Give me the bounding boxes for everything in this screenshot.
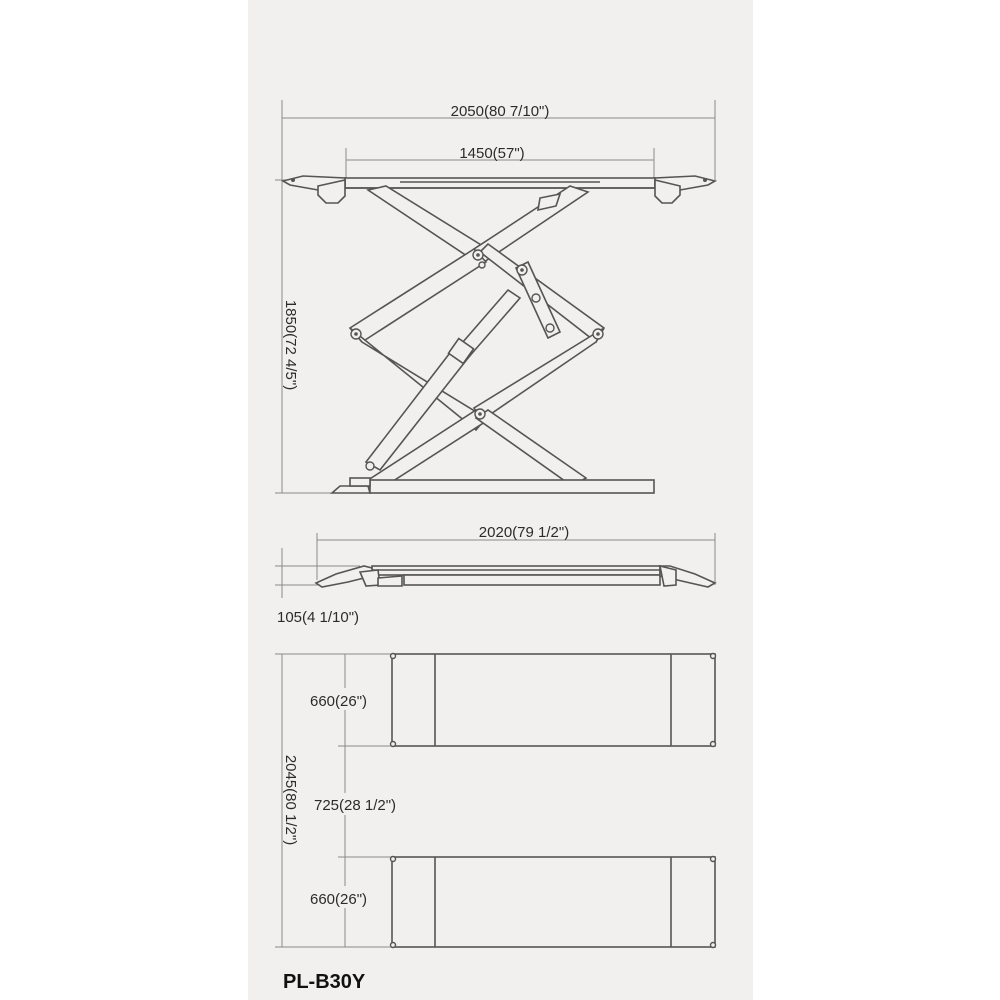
model-name: PL-B30Y bbox=[283, 971, 366, 993]
top-view-platform-lower bbox=[391, 857, 716, 948]
side-view-raised bbox=[275, 100, 715, 493]
side-view-lowered bbox=[275, 524, 715, 626]
dimension-label-2050: 2050(80 7/10") bbox=[450, 103, 550, 120]
top-view bbox=[275, 654, 716, 948]
top-platform bbox=[345, 178, 655, 188]
dimension-overall-width-raised bbox=[282, 100, 715, 180]
dimension-label-1450: 1450(57") bbox=[459, 145, 525, 162]
top-view-platform-upper bbox=[391, 654, 716, 747]
dimension-label-660-bottom: 660(26") bbox=[310, 891, 368, 908]
dimension-label-660-top: 660(26") bbox=[310, 693, 368, 710]
dimension-label-1850: 1850(72 4/5") bbox=[282, 299, 299, 391]
lowered-platform bbox=[372, 566, 660, 585]
base-frame bbox=[332, 478, 654, 493]
right-ramp-raised bbox=[655, 176, 715, 203]
right-ramp-lowered bbox=[660, 566, 715, 587]
dimension-label-725: 725(28 1/2") bbox=[314, 797, 397, 814]
left-ramp-raised bbox=[283, 176, 345, 203]
dimension-platform-spacing bbox=[306, 654, 404, 947]
dimension-label-2045: 2045(80 1/2") bbox=[282, 754, 299, 846]
dimension-label-2020: 2020(79 1/2") bbox=[478, 524, 570, 541]
dimension-max-height bbox=[275, 180, 340, 493]
dimension-platform-length bbox=[346, 145, 654, 178]
dimension-label-105: 105(4 1/10") bbox=[277, 609, 360, 626]
